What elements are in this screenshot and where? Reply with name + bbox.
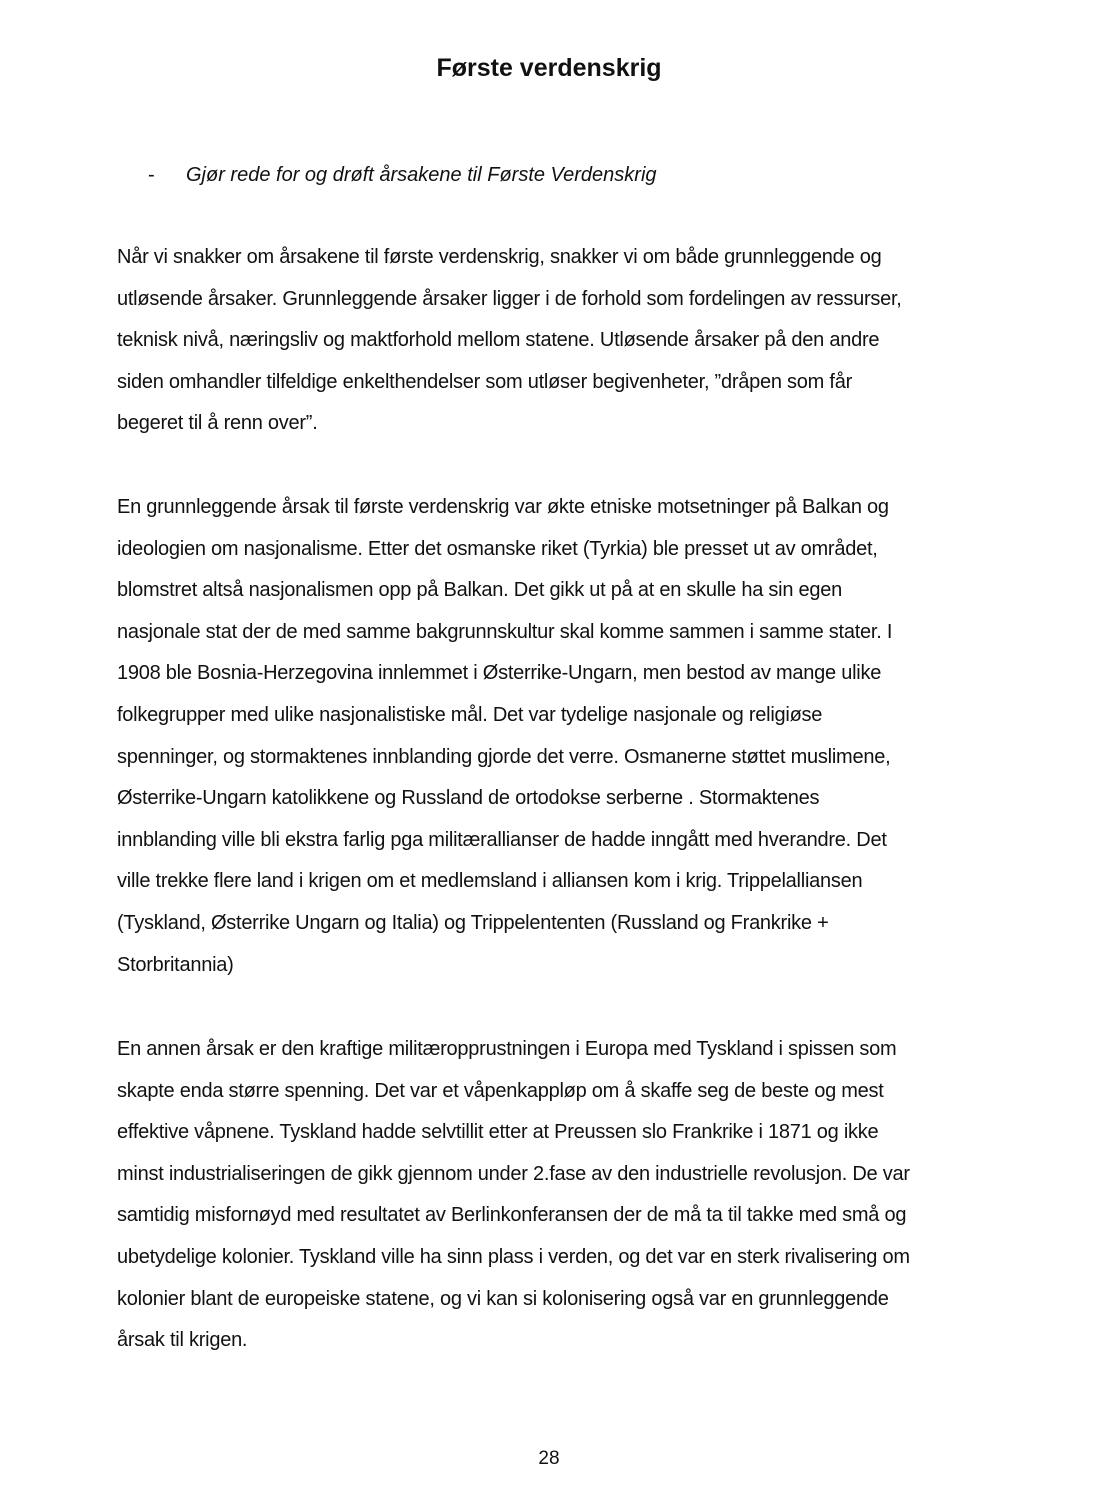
- text-line: (Tyskland, Østerrike Ungarn og Italia) og Trippelententen (Russland og Frankrike +: [117, 911, 829, 934]
- paragraph-1: [117, 237, 979, 445]
- text-line: innblanding ville bli ekstra farlig pga militærallianser de hadde inngått med hverandre. Det: [117, 828, 887, 851]
- task-text: Gjør rede for og drøft årsakene til Første Verdenskrig: [186, 164, 657, 186]
- text-line: spenninger, og stormaktenes innblanding gjorde det verre. Osmanerne støttet muslimene,: [117, 745, 891, 768]
- text-line: Storbritannia): [117, 953, 234, 976]
- page-number: 28: [538, 1448, 560, 1469]
- paragraph-3: [117, 1029, 979, 1362]
- text-line: 1908 ble Bosnia-Herzegovina innlemmet i Østerrike-Ungarn, men bestod av mange ulike: [117, 662, 882, 685]
- text-line: samtidig misfornøyd med resultatet av Berlinkonferansen der de må ta til takke med små og: [117, 1204, 907, 1227]
- text-line: Østerrike-Ungarn katolikkene og Russland de ortodokse serberne . Stormaktenes: [117, 787, 820, 810]
- text-line: nasjonale stat der de med samme bakgrunnskultur skal komme sammen i samme stater. I: [117, 620, 893, 643]
- text-line: ideologien om nasjonalisme. Etter det osmanske riket (Tyrkia) ble presset ut av området,: [117, 537, 878, 560]
- text-line: årsak til krigen.: [117, 1329, 248, 1352]
- text-line: utløsende årsaker. Grunnleggende årsaker ligger i de forhold som fordelingen av ressurser,: [117, 287, 902, 310]
- text-line: En grunnleggende årsak til første verdenskrig var økte etniske motsetninger på Balkan og: [117, 496, 889, 518]
- text-line: ubetydelige kolonier. Tyskland ville ha sinn plass i verden, og det var en sterk rivalisering om: [117, 1245, 910, 1268]
- text-line: Når vi snakker om årsakene til første verdenskrig, snakker vi om både grunnleggende og: [117, 246, 882, 268]
- text-line: En annen årsak er den kraftige militæropprustningen i Europa med Tyskland i spissen som: [117, 1038, 897, 1060]
- text-line: siden omhandler tilfeldige enkelthendelser som utløser begivenheter, ”dråpen som får: [117, 370, 852, 393]
- text-line: ville trekke flere land i krigen om et medlemsland i alliansen kom i krig. Trippelalliansen: [117, 870, 863, 893]
- text-line: begeret til å renn over”.: [117, 412, 318, 435]
- text-line: folkegrupper med ulike nasjonalistiske mål. Det var tydelige nasjonale og religiøse: [117, 703, 823, 726]
- paragraph-2: [117, 487, 979, 986]
- page-title: Første verdenskrig: [436, 54, 662, 82]
- text-line: blomstret altså nasjonalismen opp på Balkan. Det gikk ut på at en skulle ha sin egen: [117, 579, 842, 602]
- text-line: kolonier blant de europeiske statene, og vi kan si kolonisering også var en grunnleggende: [117, 1287, 889, 1310]
- task-prompt: [148, 158, 657, 192]
- text-line: skapte enda større spenning. Det var et våpenkappløp om å skaffe seg de beste og mest: [117, 1079, 884, 1102]
- text-line: minst industrialiseringen de gikk gjennom under 2.fase av den industrielle revolusjon. De var: [117, 1162, 910, 1185]
- text-line: effektive våpnene. Tyskland hadde selvtillit etter at Preussen slo Frankrike i 1871 og ikke: [117, 1121, 879, 1144]
- task-bullet: -: [148, 164, 155, 186]
- text-line: teknisk nivå, næringsliv og maktforhold mellom statene. Utløsende årsaker på den andre: [117, 329, 880, 352]
